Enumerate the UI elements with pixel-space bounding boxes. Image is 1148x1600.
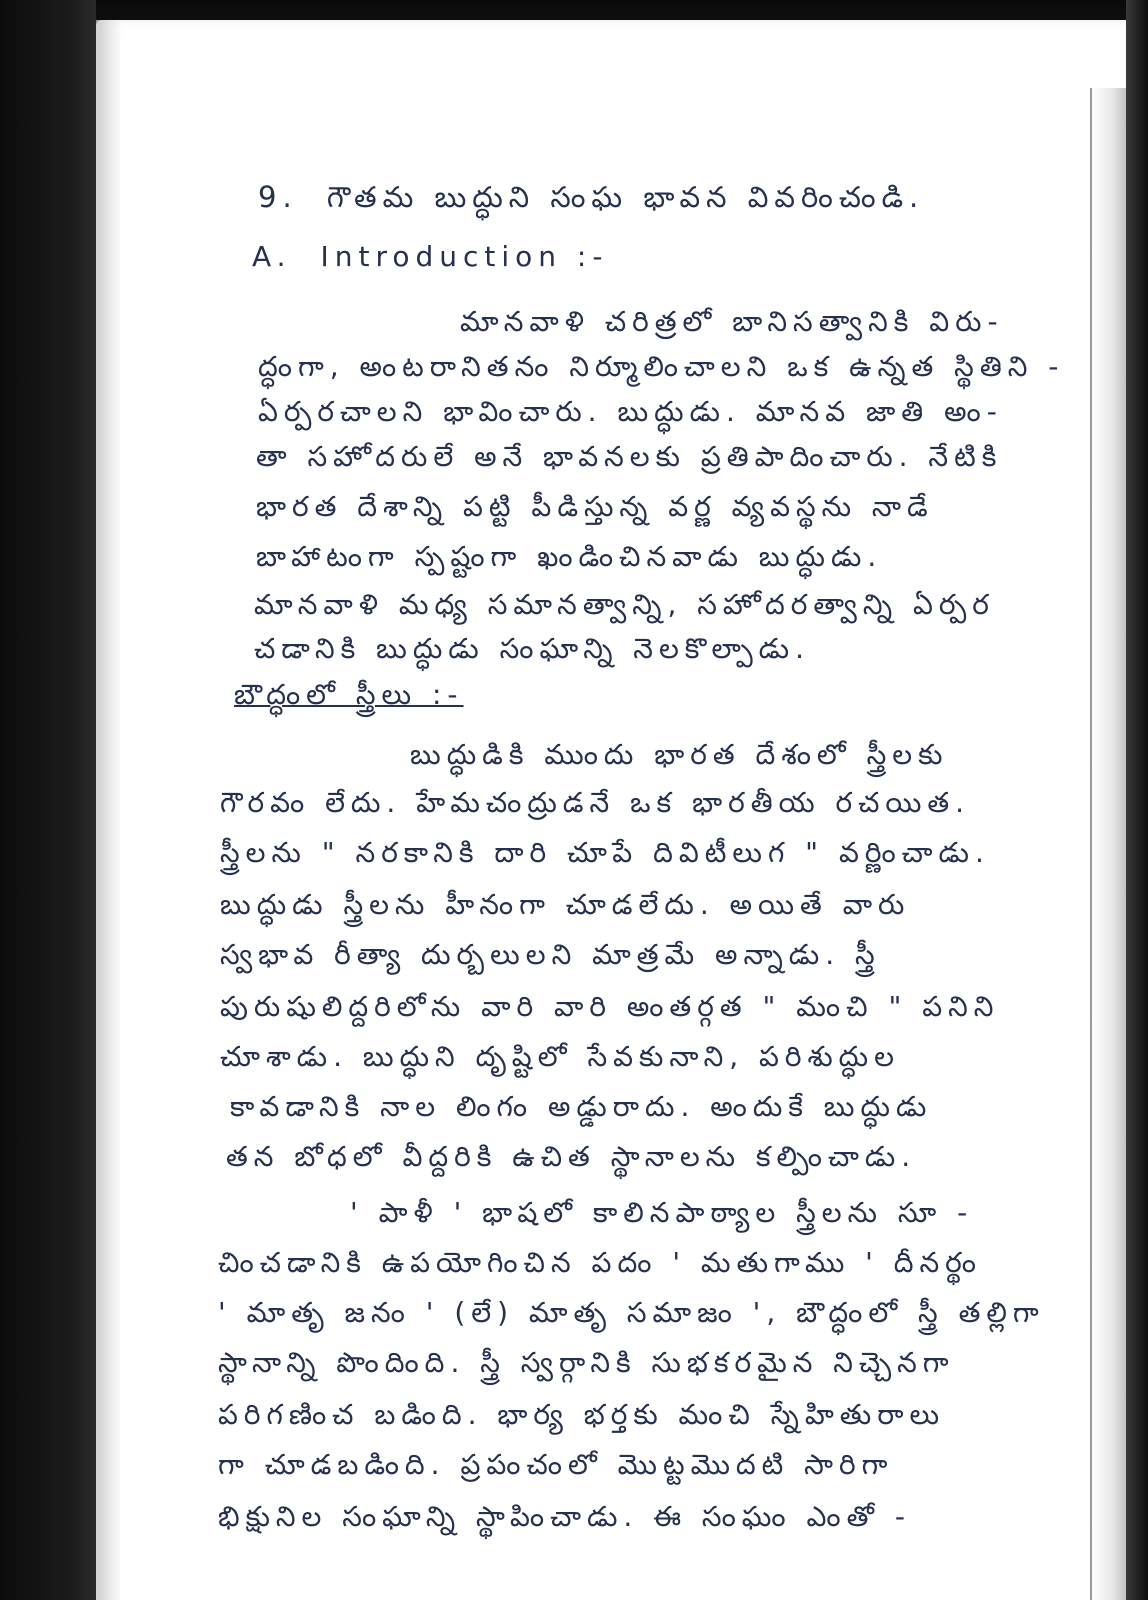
pali-line-2: చించడానికి ఉపయోగించిన పదం ' మతుగాము ' దీనర్థం xyxy=(218,1246,982,1279)
pali-line-7: భిక్షునిల సంఘాన్ని స్థాపించాడు. ఈ సంఘం ఎంతో - xyxy=(218,1500,911,1533)
women-heading: బౌద్ధంలో స్త్రీలు :- xyxy=(234,678,464,711)
intro-line-2: ద్ధంగా, అంటరానితనం నిర్మూలించాలని ఒక ఉన్నత స్థితిని - xyxy=(258,350,1065,383)
pali-line-4: స్థానాన్ని పొందింది. స్త్రీ స్వర్గానికి సుభకరమైన నిచ్చెనగా xyxy=(218,1346,955,1379)
intro-line-3: ఏర్పరచాలని భావించారు. బుద్ధుడు. మానవ జాతి అం- xyxy=(258,395,1003,428)
women-line-2: గౌరవం లేదు. హేమచంద్రుడనే ఒక భారతీయ రచయిత. xyxy=(220,786,971,819)
pali-line-1: ' పాళీ ' భాషలో కాలినపాఠ్యాల స్త్రీలను సూ - xyxy=(350,1196,974,1229)
question-line xyxy=(258,180,925,222)
intro-line-5: భారత దేశాన్ని పట్టి పీడిస్తున్న వర్ణ వ్యవస్థను నాడే xyxy=(256,490,934,523)
women-line-9: తన బోధలో వీద్దరికి ఉచిత స్థానాలను కల్పించాడు. xyxy=(226,1140,917,1173)
women-line-7: చూశాడు. బుద్ధుని దృష్టిలో సేవకునాని, పరిశుద్ధుల xyxy=(220,1040,900,1073)
women-line-5: స్వభావ రీత్యా దుర్బలులని మాత్రమే అన్నాడు. స్త్రీ xyxy=(220,938,881,971)
pali-line-6: గా చూడబడింది. ప్రపంచంలో మొట్టమొదటి సారిగా xyxy=(218,1448,894,1481)
women-line-8: కావడానికి నాల లింగం అడ్డురాదు. అందుకే బుద్ధుడు xyxy=(230,1090,933,1123)
women-line-4: బుద్ధుడు స్త్రీలను హీనంగా చూడలేదు. అయితే వారు xyxy=(220,888,911,921)
intro-line-8: చడానికి బుద్ధుడు సంఘాన్ని నెలకొల్పాడు. xyxy=(254,632,810,665)
question-number: 9. xyxy=(258,180,298,214)
question-title: గౌతమ బుద్ధుని సంఘ భావన వివరించండి. xyxy=(326,180,925,214)
intro-line-1: మానవాళి చరిత్రలో బానిసత్వానికి విరు- xyxy=(460,305,1004,338)
pali-line-3: ' మాతృ జనం ' (లే) మాతృ సమాజం ', బౌద్ధంలో స్త్రీ తల్లిగా xyxy=(218,1296,1045,1329)
women-line-6: పురుషులిద్దరిలోను వారి వారి అంతర్గత " మంచి " పనిని xyxy=(220,990,1000,1023)
women-line-3: స్త్రీలను " నరకానికి దారి చూపే దివిటీలుగ " వర్ణించాడు. xyxy=(220,836,990,869)
intro-line-7: మానవాళి మధ్య సమానత్వాన్ని, సహోదరత్వాన్ని ఏర్పర xyxy=(254,588,995,621)
pali-line-5: పరిగణించ బడింది. భార్య భర్తకు మంచి స్నేహితురాలు xyxy=(218,1398,946,1431)
introduction-heading: Introduction :- xyxy=(320,240,609,273)
answer-label: A. xyxy=(252,240,292,273)
answer-heading-line xyxy=(252,240,608,273)
intro-line-4: తా సహోదరులే అనే భావనలకు ప్రతిపాదించారు. నేటికి xyxy=(256,440,1003,473)
women-line-1: బుద్ధుడికి ముందు భారత దేశంలో స్త్రీలకు xyxy=(410,738,949,771)
intro-line-6: బాహాటంగా స్పష్టంగా ఖండించినవాడు బుద్ధుడు. xyxy=(256,540,883,573)
